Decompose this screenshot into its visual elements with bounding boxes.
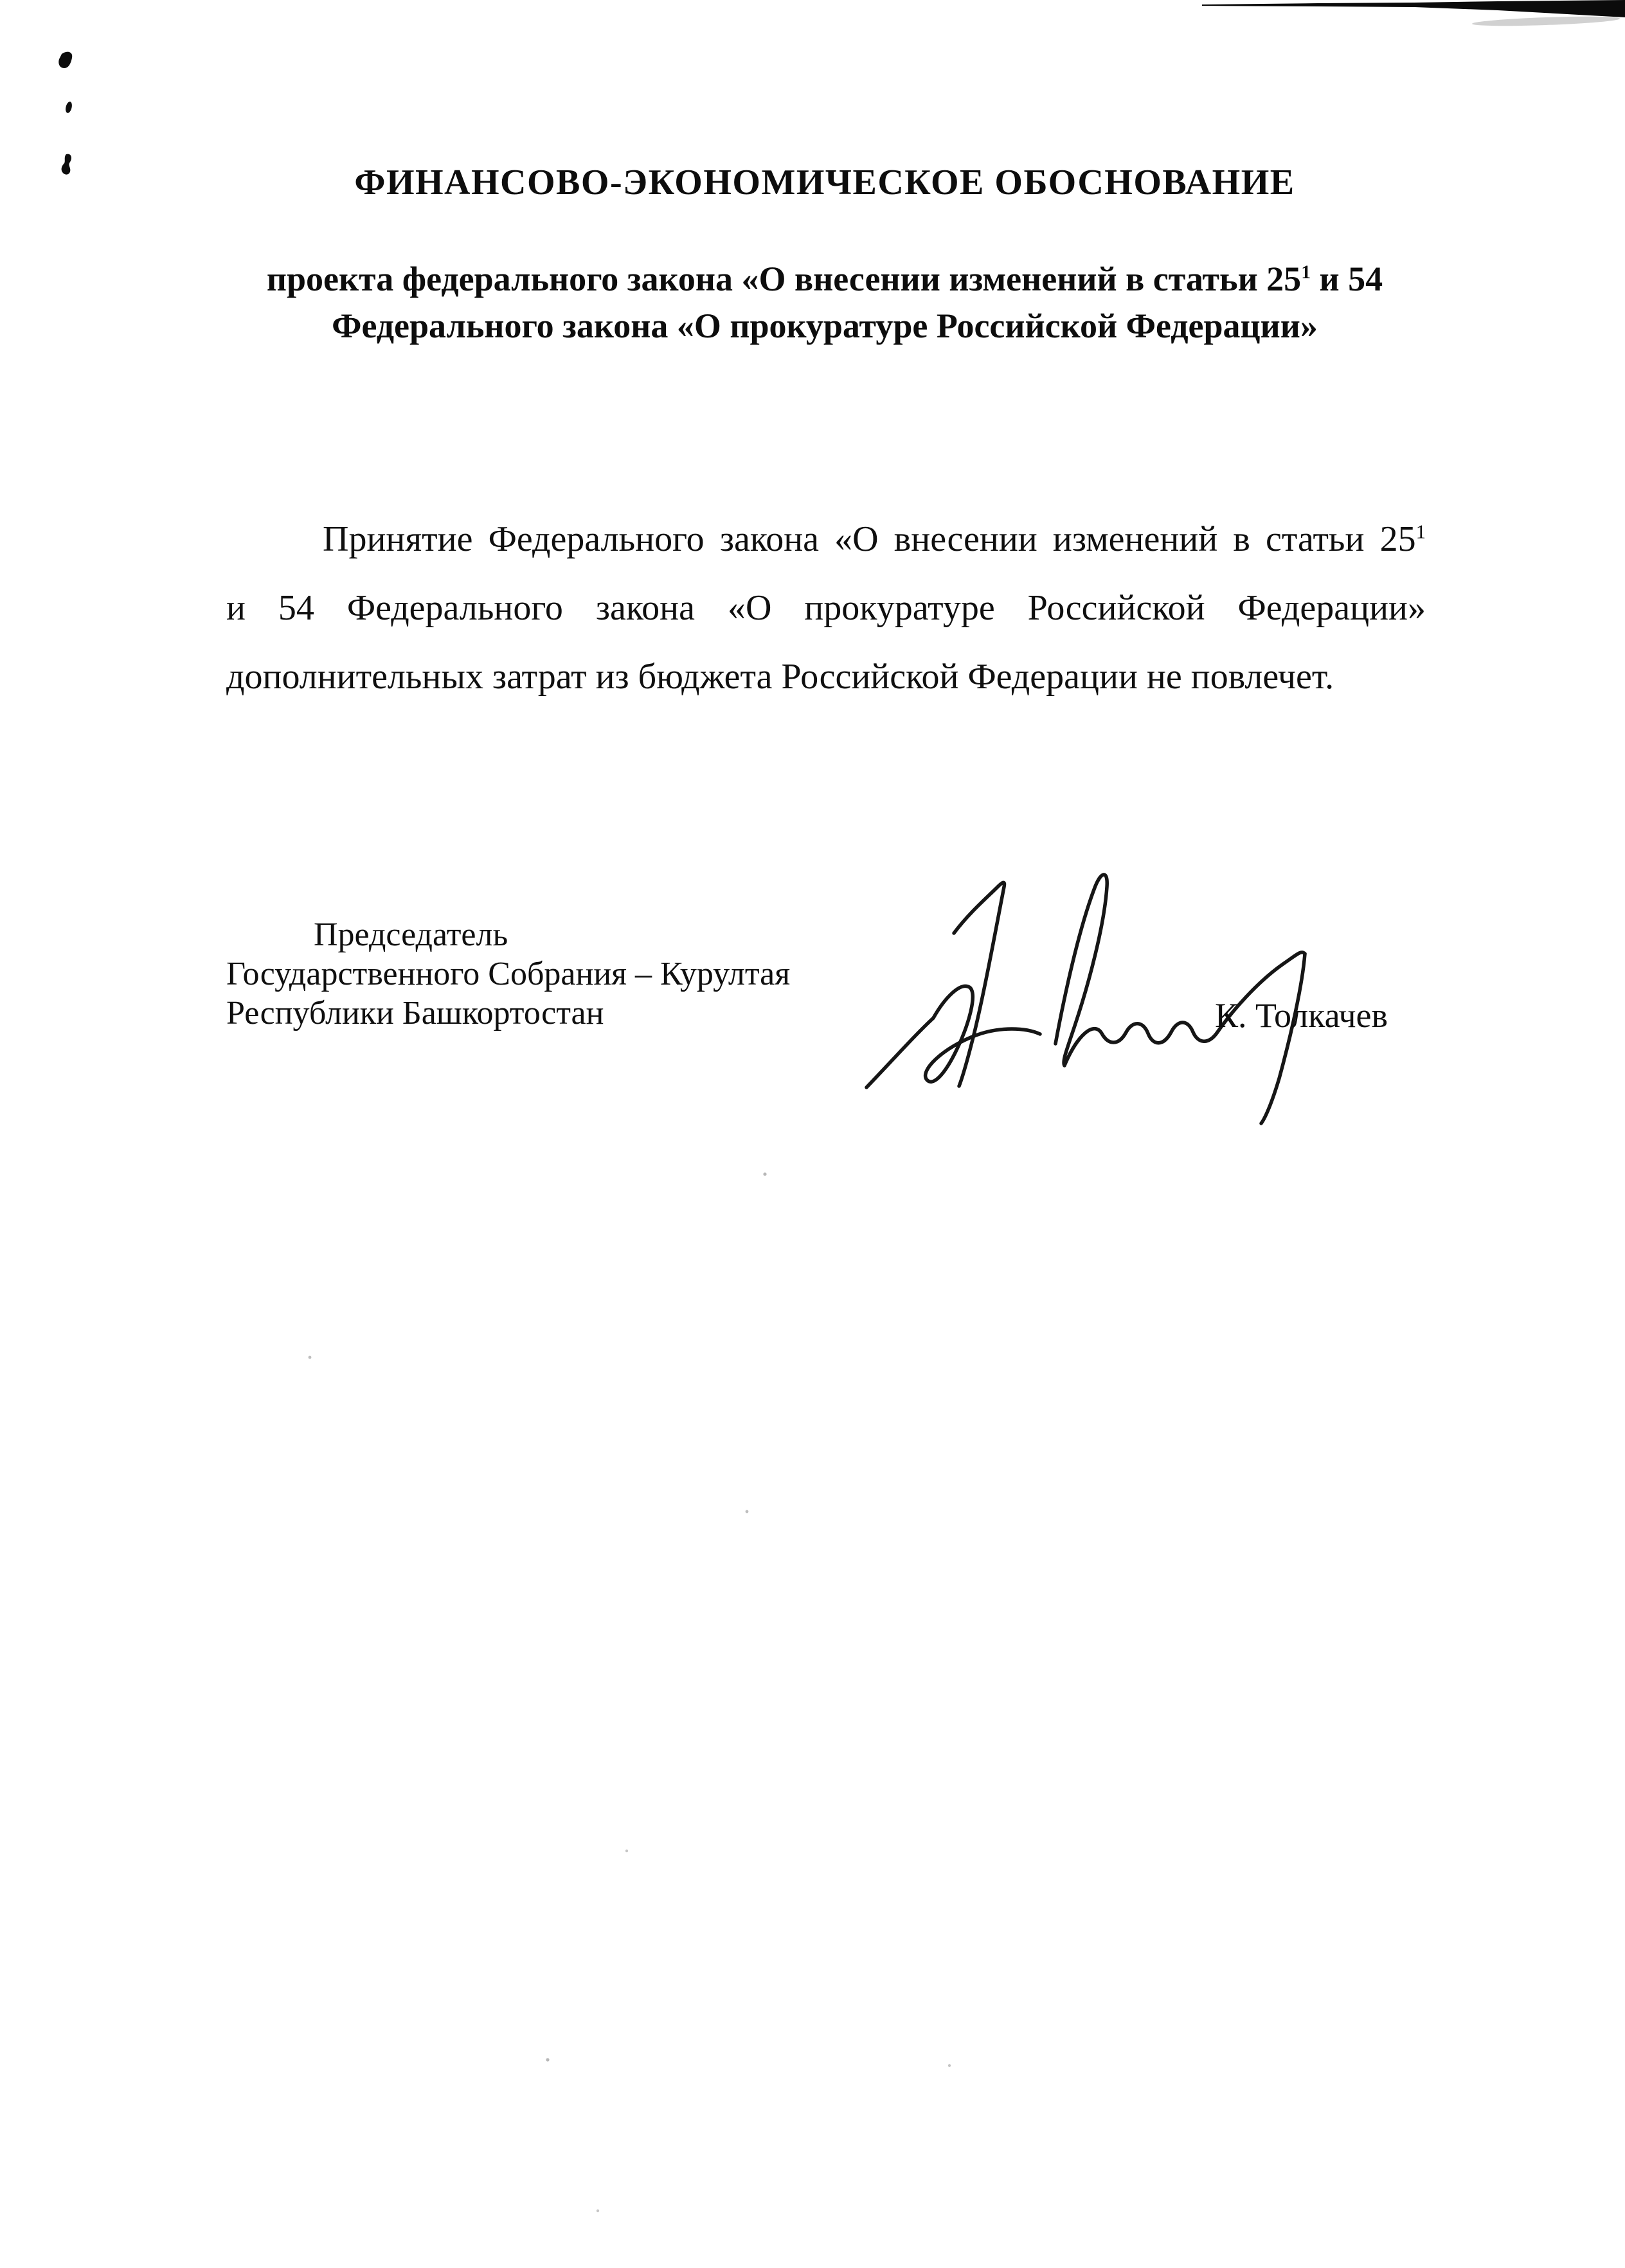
document-title: ФИНАНСОВО-ЭКОНОМИЧЕСКОЕ ОБОСНОВАНИЕ — [354, 163, 1295, 202]
body-line-1-text: Принятие Федерального закона «О внесении изменений в статьи 25 — [323, 519, 1416, 559]
signatory-title-line-2: Государственного Собрания – Курултая — [226, 956, 791, 992]
subtitle-line-1 — [226, 256, 1423, 303]
body-line-1 — [226, 505, 1426, 574]
subtitle-line-1-text: проекта федерального закона «О внесении изменений в статьи 25 — [266, 260, 1302, 298]
document-subtitle — [226, 256, 1423, 350]
signatory-title-line-1: Председатель — [314, 916, 508, 953]
body-line-2: и 54 Федерального закона «О прокуратуре Российской Федерации» — [226, 588, 1426, 628]
body-line-3: дополнительных затрат из бюджета Российской Федерации не повлечет. — [226, 657, 1334, 697]
scan-edge-artifact — [1202, 0, 1625, 28]
article-superscript: 1 — [1415, 521, 1426, 543]
ink-blot — [58, 52, 73, 175]
subtitle-line-2: Федерального закона «О прокуратуре Российской Федерации» — [332, 307, 1318, 345]
subtitle-line-1-tail: и 54 — [1311, 260, 1383, 298]
signer-name: К. Толкачев — [1215, 996, 1388, 1035]
signatory-title-block — [226, 915, 998, 1033]
body-paragraph — [226, 505, 1426, 711]
signatory-title-line-3: Республики Башкортостан — [226, 995, 604, 1031]
article-superscript: 1 — [1301, 262, 1311, 283]
dust-specks — [309, 1172, 951, 2212]
